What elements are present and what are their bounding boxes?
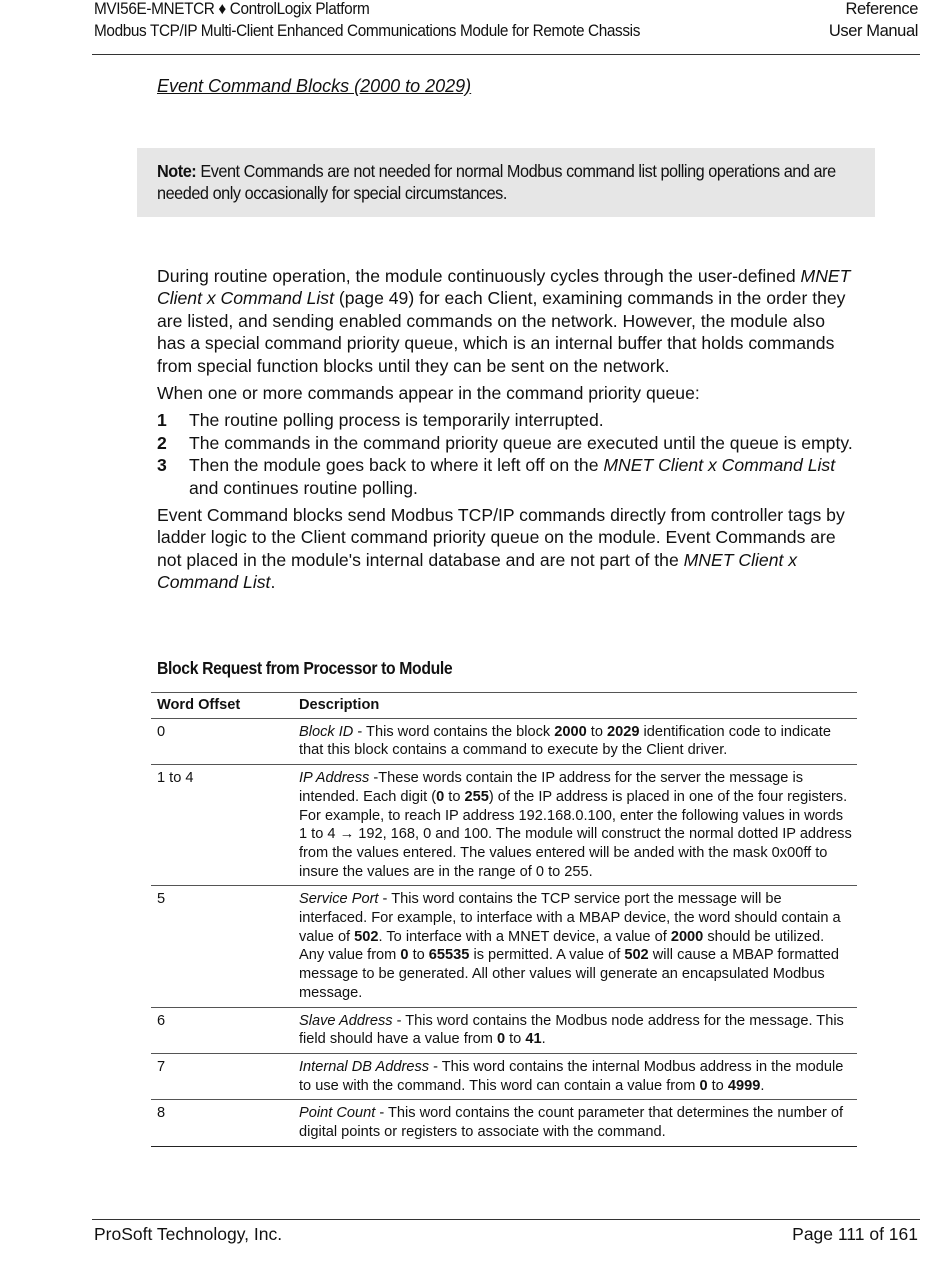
table-row	[151, 718, 857, 764]
list-item	[157, 409, 857, 431]
description-cell: IP Address -These words contain the IP address for the server the message is intended. Each digit (0 to 255) of the IP address is placed in one of the four registers. For example, to reach IP address 192.168.0.100, enter the following values in words 1 to 4 → 192, 168, 0 and 100. The module will construct the normal dotted IP address from the values entered. The values entered will be anded with the mask 0x00ff to insure the values are in the range of 0 to 255.	[293, 765, 857, 886]
section-title: Event Command Blocks (2000 to 2029)	[157, 76, 472, 96]
column-header-word-offset: Word Offset	[151, 693, 293, 719]
description-cell: Block ID - This word contains the block 2000 to 2029 identification code to indicate that this block contains a command to execute by the Client driver.	[293, 718, 857, 764]
list-text: The commands in the command priority queue are executed until the queue is empty.	[189, 432, 853, 453]
list-item	[157, 432, 857, 454]
table-row	[151, 765, 857, 886]
block-request-table	[151, 692, 857, 1147]
table-row	[151, 886, 857, 1007]
paragraph-3-text-a: Event Command blocks send Modbus TCP/IP commands directly from controller tags by ladder logic to the Client command priority queue on the module. Event Commands are not placed in the module's internal database and are not part of the	[157, 505, 845, 570]
word-offset-cell: 8	[151, 1100, 293, 1146]
header-section: Reference	[845, 0, 918, 18]
paragraph-3	[157, 504, 857, 594]
body-text	[157, 265, 857, 599]
column-header-description: Description	[293, 693, 857, 719]
word-offset-cell: 0	[151, 718, 293, 764]
word-offset-cell: 6	[151, 1007, 293, 1053]
list-text: The routine polling process is temporarily interrupted.	[189, 410, 604, 431]
note-box	[137, 148, 875, 217]
list-number: 3	[157, 455, 167, 476]
header-doc-type: User Manual	[828, 22, 918, 40]
word-offset-cell: 5	[151, 886, 293, 1007]
page-footer	[92, 1219, 920, 1250]
paragraph-2: When one or more commands appear in the command priority queue:	[157, 383, 700, 404]
table-row	[151, 1100, 857, 1146]
list-text-a: Then the module goes back to where it left off on the	[189, 455, 604, 476]
list-number: 2	[157, 432, 167, 453]
paragraph-1-text-a: During routine operation, the module continuously cycles through the user-defined	[157, 266, 801, 286]
description-cell: Service Port - This word contains the TCP service port the message will be interfaced. For example, to interface with a MBAP device, the word should contain a value of 502. To interface with a MNET device, a value of 2000 should be utilized. Any value from 0 to 65535 is permitted. A value of 502 will cause a MBAP formatted message to be generated. All other values will generate an encapsulated Modbus message.	[293, 886, 857, 1007]
list-text-italic: MNET Client x Command List	[603, 455, 836, 476]
paragraph-3-text-b: .	[270, 572, 276, 593]
paragraph-3-italic: MNET Client x Command List	[157, 549, 798, 593]
list-item	[157, 454, 857, 499]
header-subtitle: Modbus TCP/IP Multi-Client Enhanced Communications Module for Remote Chassis	[94, 22, 640, 40]
note-label: Note:	[157, 161, 197, 181]
description-cell: Internal DB Address - This word contains the internal Modbus address in the module to use with the command. This word can contain a value from 0 to 4999.	[293, 1053, 857, 1099]
list-number: 1	[157, 410, 167, 431]
table-row	[151, 1053, 857, 1099]
description-cell: Slave Address - This word contains the Modbus node address for the message. This field should have a value from 0 to 41.	[293, 1007, 857, 1053]
paragraph-1-text-b: (page 49) for each Client, examining commands in the order they are listed, and sending enabled commands on the network. However, the module also has a special command priority queue, which is an internal buffer that holds commands from special function blocks until they can be sent on the network.	[157, 288, 846, 376]
table-row	[151, 1007, 857, 1053]
footer-company: ProSoft Technology, Inc.	[94, 1224, 283, 1244]
paragraph-1	[157, 265, 857, 377]
page-header	[92, 0, 920, 55]
list-text-b: and continues routine polling.	[189, 477, 418, 498]
command-list-link: MNET Client x Command List	[157, 266, 851, 309]
note-text	[157, 160, 855, 204]
header-product: MVI56E-MNETCR ♦ ControlLogix Platform	[94, 0, 370, 18]
note-body: Event Commands are not needed for normal Modbus command list polling operations and are needed only occasionally for special circumstances.	[157, 161, 836, 203]
numbered-list	[157, 409, 857, 499]
table-header-row	[151, 693, 857, 719]
word-offset-cell: 1 to 4	[151, 765, 293, 886]
table-title: Block Request from Processor to Module	[157, 658, 453, 678]
footer-page-number: Page 111 of 161	[792, 1224, 918, 1244]
word-offset-cell: 7	[151, 1053, 293, 1099]
description-cell: Point Count - This word contains the count parameter that determines the number of digital points or registers to associate with the command.	[293, 1100, 857, 1146]
